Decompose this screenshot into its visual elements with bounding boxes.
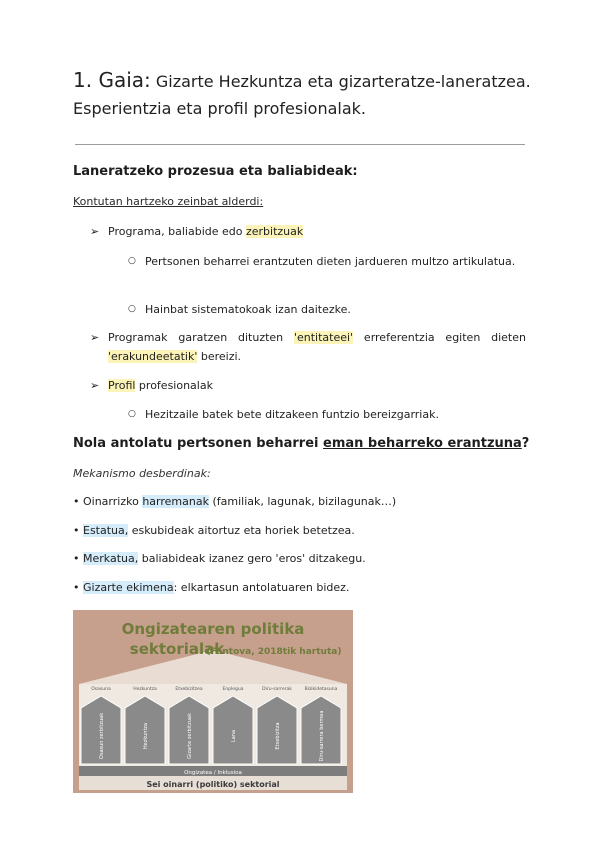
highlight-zerbitzuak: zerbitzuak — [245, 225, 304, 238]
pillar-text: Etxebizitza — [275, 722, 281, 750]
highlight-entitateei: 'entitateei' — [293, 331, 354, 344]
infographic-ongizate-politika — [73, 610, 353, 793]
arrow-bullet-icon: ➢ — [90, 379, 100, 392]
bullet-merkatua: • Merkatua, baliabideak izanez gero 'eros' ditzakegu. — [73, 552, 366, 565]
infographic-title-2: sektorialak — [129, 640, 225, 658]
highlight-merkatua: Merkatua, — [83, 552, 139, 565]
infographic-credit: (Fantova, 2018tik hartuta) — [206, 647, 342, 657]
pillar-text: Lana — [231, 729, 237, 743]
highlight-erakundeetatik: 'erakundeetatik' — [108, 350, 198, 363]
pillar-text: Osasun zerbitzuak — [99, 712, 105, 760]
dot-bullet-icon: • — [73, 495, 80, 508]
highlight-estatua: Estatua, — [83, 524, 129, 537]
list-item-profil — [90, 376, 526, 395]
list-item-text: Programa, baliabide edo zerbitzuak — [108, 225, 304, 238]
sub-item-text: Pertsonen beharrei erantzuten dieten jardueren multzo artikulatua. — [145, 255, 516, 268]
pillar-label: Osasuna — [91, 687, 111, 692]
pillar-label: Bizikidetasuna — [304, 687, 338, 692]
horizontal-divider — [75, 144, 525, 145]
section-heading-nola-antolatu: Nola antolatu pertsonen beharrei eman beharreko erantzuna? — [73, 436, 530, 451]
circle-bullet-icon: ○ — [128, 304, 136, 314]
subheading-alderdiak: Kontutan hartzeko zeinbat alderdi: — [73, 195, 264, 208]
bullet-estatua: • Estatua, eskubideak aitortuz eta horiek betetzea. — [73, 524, 355, 537]
pillar-text: Gizarte zerbitzuak — [187, 713, 193, 759]
sub-item-text: Hainbat sistematokoak izan daitezke. — [145, 303, 351, 316]
dot-bullet-icon: • — [73, 581, 80, 594]
highlight-harremanak: harremanak — [142, 495, 209, 508]
arrow-bullet-icon: ➢ — [90, 225, 100, 238]
pillar-label: Etxebizitzea — [175, 687, 203, 692]
list-item-programa — [90, 222, 526, 241]
sub-item-hainbat — [128, 300, 526, 319]
pillar-label: Enplegua — [222, 687, 244, 692]
bullet-harremanak: • Oinarrizko harremanak (familiak, lagunak, bizilagunak…) — [73, 495, 397, 508]
sub-item-pertsonen — [128, 252, 526, 271]
topic-number: 1. Gaia: — [73, 68, 151, 92]
highlight-gizarte-ekimena: Gizarte ekimena — [83, 581, 174, 594]
section-heading-laneratzeko: Laneratzeko prozesua eta baliabideak: — [73, 164, 358, 179]
circle-bullet-icon: ○ — [128, 256, 136, 266]
sub-item-hezitzaile — [128, 405, 526, 424]
dot-bullet-icon: • — [73, 552, 80, 565]
pillar-text: Hezkuntza — [143, 722, 149, 750]
base-top-label: Ongizatea / Inklusioa — [184, 770, 242, 776]
list-item-text: Programak garatzen dituzten 'entitateei' erreferentzia egiten dieten 'erakundeetatik' bereizi. — [108, 331, 526, 363]
highlight-profil: Profil — [108, 379, 136, 392]
list-item-programak — [90, 328, 526, 366]
infographic-title-1: Ongizatearen politika — [121, 620, 305, 638]
document-title-line-2: Esperientzia eta profil profesionalak. — [73, 99, 367, 118]
base-bottom-label: Sei oinarri (politiko) sektorial — [146, 780, 280, 789]
title-text-1: Gizarte Hezkuntza eta gizarteratze-laneratzea. — [155, 72, 531, 91]
sub-item-text: Hezitzaile batek bete ditzakeen funtzio bereizgarriak. — [145, 408, 439, 421]
list-item-text: Profil profesionalak — [108, 379, 213, 392]
circle-bullet-icon: ○ — [128, 409, 136, 419]
pillar-text: Diru-sarrera bermea — [319, 710, 325, 762]
dot-bullet-icon: • — [73, 524, 80, 537]
pillar-label: Hezkuntza — [133, 687, 157, 692]
heading-underlined-part: eman beharreko erantzuna — [323, 436, 522, 451]
pillar-label: Diru-sarrerak — [262, 687, 292, 692]
subheading-mekanismoak: Mekanismo desberdinak: — [73, 467, 211, 480]
arrow-bullet-icon: ➢ — [90, 331, 100, 344]
bullet-gizarte-ekimena: • Gizarte ekimena: elkartasun antolatuaren bidez. — [73, 581, 350, 594]
document-title-line-1 — [73, 68, 531, 92]
